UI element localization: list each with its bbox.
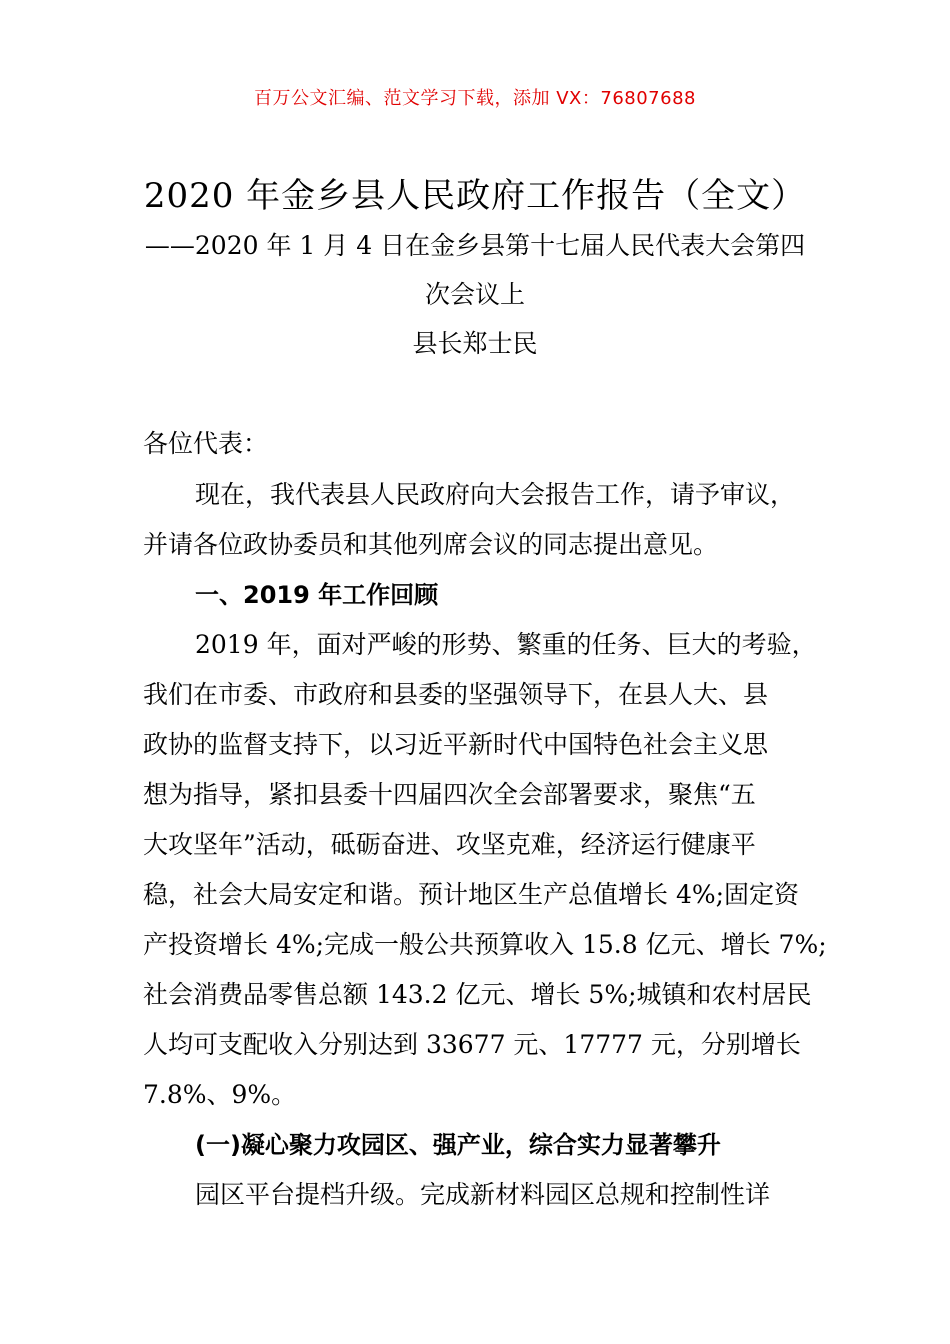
paragraph-line: 稳，社会大局安定和谐。预计地区生产总值增长 4%;固定资 — [143, 880, 800, 909]
intro-line: 并请各位政协委员和其他列席会议的同志提出意见。 — [143, 530, 719, 559]
paragraph-line: 大攻坚年”活动，砥砺奋进、攻坚克难，经济运行健康平 — [143, 830, 756, 859]
document-title: 2020 年金乡县人民政府工作报告（全文） — [143, 176, 807, 216]
document-author: 县长郑士民 — [412, 329, 538, 358]
paragraph-line: 7.8%、9%。 — [143, 1080, 297, 1109]
paragraph-line: 2019 年，面对严峻的形势、繁重的任务、巨大的考验， — [195, 630, 817, 659]
promo-banner: 百万公文汇编、范文学习下载，添加 VX：76807688 — [254, 88, 696, 109]
document-subtitle-line-1: ——2020 年 1 月 4 日在金乡县第十七届人民代表大会第四 — [144, 231, 806, 260]
intro-line: 现在，我代表县人民政府向大会报告工作，请予审议， — [195, 480, 796, 509]
paragraph-line: 我们在市委、市政府和县委的坚强领导下，在县人大、县 — [143, 680, 769, 709]
subsection-heading: (一)凝心聚力攻园区、强产业，综合实力显著攀升 — [195, 1131, 721, 1159]
paragraph-line: 政协的监督支持下，以习近平新时代中国特色社会主义思 — [143, 730, 769, 759]
salutation: 各位代表： — [143, 429, 269, 458]
paragraph-line: 产投资增长 4%;完成一般公共预算收入 15.8 亿元、增长 7%; — [143, 930, 827, 959]
paragraph-line: 园区平台提档升级。完成新材料园区总规和控制性详 — [195, 1180, 771, 1209]
paragraph-line: 人均可支配收入分别达到 33677 元、17777 元，分别增长 — [143, 1030, 801, 1059]
document-subtitle-line-2: 次会议上 — [424, 280, 525, 309]
paragraph-line: 想为指导，紧扣县委十四届四次全会部署要求，聚焦“五 — [143, 780, 756, 809]
paragraph-line: 社会消费品零售总额 143.2 亿元、增长 5%;城镇和农村居民 — [143, 980, 812, 1009]
section-heading: 一、2019 年工作回顾 — [195, 581, 439, 609]
